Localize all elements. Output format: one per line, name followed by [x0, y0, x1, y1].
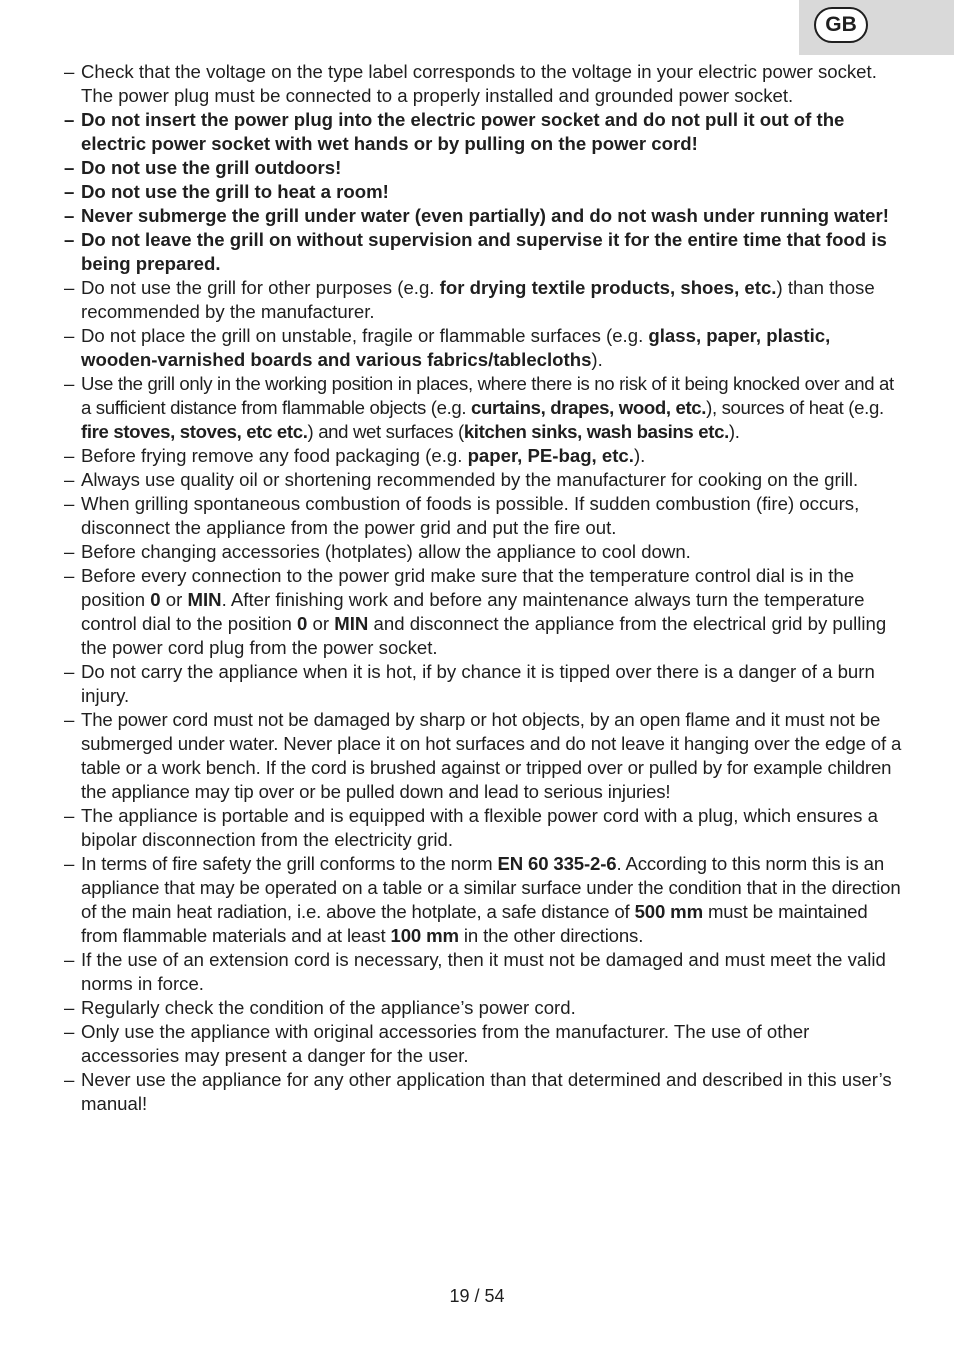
safety-instruction-item [64, 564, 904, 660]
emphasis-text: 500 mm [634, 901, 703, 922]
list-dash: – [64, 949, 75, 970]
safety-instruction-item [64, 804, 904, 852]
instruction-text: In terms of fire safety the grill conforms to the norm [81, 853, 498, 874]
safety-instruction-item [64, 108, 904, 156]
list-dash: – [64, 493, 75, 514]
instruction-text: Do not place the grill on unstable, fragile or flammable surfaces (e.g. [81, 325, 649, 346]
instruction-text: Do not insert the power plug into the electric power socket and do not pull it out of the electric power socket with wet hands or by pulling on the power cord! [81, 109, 845, 154]
instruction-text: ) and wet surfaces ( [307, 421, 464, 442]
emphasis-text: curtains, drapes, wood, etc. [471, 397, 707, 418]
list-dash: – [64, 565, 75, 586]
instruction-text: must be maintained from flammable materials and at least [81, 901, 868, 946]
instruction-text: Never use the appliance for any other application than that determined and described in this user’s manual! [81, 1069, 892, 1114]
safety-instruction-item [64, 492, 904, 540]
instruction-text: Regularly check the condition of the appliance’s power cord. [81, 997, 576, 1018]
safety-instruction-item [64, 468, 904, 492]
instruction-text: . According to this norm this is an appliance that may be operated on a table or a similar surface under the condition that in the direction of the main heat radiation, i.e. above the hotplate, a safe distance of [81, 853, 901, 922]
instruction-text: Do not carry the appliance when it is hot, if by chance it is tipped over there is a danger of a burn injury. [81, 661, 875, 706]
instruction-text: If the use of an extension cord is necessary, then it must not be damaged and must meet the valid norms in force. [81, 949, 886, 994]
instruction-text: Before every connection to the power grid make sure that the temperature control dial is in the position [81, 565, 855, 610]
instruction-text: or [160, 589, 188, 610]
safety-instruction-item [64, 324, 904, 372]
safety-instruction-item [64, 660, 904, 708]
instruction-text: ). [728, 421, 740, 442]
language-tab [799, 0, 954, 55]
emphasis-text: glass, paper, plastic, wooden-varnished boards and various fabrics/tablecloths [81, 325, 831, 370]
list-dash: – [64, 805, 75, 826]
safety-instructions-list [64, 60, 904, 1116]
instruction-text: Always use quality oil or shortening recommended by the manufacturer for cooking on the grill. [81, 469, 859, 490]
list-dash: – [64, 229, 75, 250]
list-dash: – [64, 541, 75, 562]
instruction-text: ) than those recommended by the manufacturer. [81, 277, 875, 322]
list-dash: – [64, 205, 75, 226]
instruction-text: Use the grill only in the working position in places, where there is no risk of it being knocked over and at a sufficient distance from flammable objects (e.g. [81, 373, 894, 418]
instruction-text: Before changing accessories (hotplates) allow the appliance to cool down. [81, 541, 691, 562]
list-dash: – [64, 277, 75, 298]
instruction-text: ), sources of heat (e.g. [706, 397, 884, 418]
emphasis-text: 0 [297, 613, 308, 634]
safety-instruction-item [64, 996, 904, 1020]
safety-instruction-item [64, 60, 904, 108]
safety-instruction-item [64, 180, 904, 204]
list-dash: – [64, 1069, 75, 1090]
instruction-text: ). [633, 445, 646, 466]
list-dash: – [64, 853, 75, 874]
safety-instruction-item [64, 276, 904, 324]
emphasis-text: paper, PE-bag, etc. [467, 445, 634, 466]
safety-instruction-item [64, 228, 904, 276]
instruction-text: in the other directions. [458, 925, 644, 946]
safety-instruction-item [64, 156, 904, 180]
emphasis-text: MIN [334, 613, 369, 634]
instruction-text: Before frying remove any food packaging (e.g. [81, 445, 468, 466]
emphasis-text: EN 60 335-2-6 [497, 853, 617, 874]
safety-instruction-item [64, 1020, 904, 1068]
list-dash: – [64, 157, 75, 178]
emphasis-text: 100 mm [390, 925, 459, 946]
instruction-text: Only use the appliance with original accessories from the manufacturer. The use of other accessories may present a danger for the user. [81, 1021, 810, 1066]
instruction-text: The power cord must not be damaged by sharp or hot objects, by an open flame and it must not be submerged under water. Never place it on hot surfaces and do not leave it hanging over the edge of a table or a work bench. If the cord is brushed against or tripped over or pulled by for example children the appliance may tip over or be pulled down and lead to serious injuries! [81, 709, 902, 802]
list-dash: – [64, 661, 75, 682]
safety-instruction-item [64, 852, 904, 948]
instruction-text: . After finishing work and before any maintenance always turn the temperature control dial to the position [81, 589, 865, 634]
safety-instruction-item [64, 1068, 904, 1116]
instruction-text: or [307, 613, 335, 634]
list-dash: – [64, 181, 75, 202]
instruction-text: Do not use the grill outdoors! [81, 157, 342, 178]
list-dash: – [64, 373, 74, 394]
instruction-text: Do not use the grill for other purposes (e.g. [81, 277, 440, 298]
instruction-text: Check that the voltage on the type label corresponds to the voltage in your electric power socket. The power plug must be connected to a properly installed and grounded power socket. [81, 61, 877, 106]
instruction-text: ). [591, 349, 603, 370]
instruction-text: Do not leave the grill on without supervision and supervise it for the entire time that food is being prepared. [81, 229, 887, 274]
list-dash: – [64, 109, 75, 130]
list-dash: – [64, 997, 75, 1018]
list-dash: – [64, 1021, 75, 1042]
safety-instruction-item [64, 372, 904, 444]
instruction-text: Do not use the grill to heat a room! [81, 181, 389, 202]
safety-instruction-item [64, 540, 904, 564]
emphasis-text: for drying textile products, shoes, etc. [439, 277, 777, 298]
list-dash: – [64, 61, 75, 82]
list-dash: – [64, 709, 75, 730]
language-badge: GB [814, 7, 868, 43]
safety-instruction-item [64, 948, 904, 996]
list-dash: – [64, 325, 75, 346]
instruction-text: and disconnect the appliance from the electrical grid by pulling the power cord plug from the power socket. [81, 613, 887, 658]
instruction-text: The appliance is portable and is equipped with a flexible power cord with a plug, which ensures a bipolar disconnection from the electricity grid. [81, 805, 878, 850]
instruction-text: When grilling spontaneous combustion of foods is possible. If sudden combustion (fire) occurs, disconnect the appliance from the power grid and put the fire out. [81, 493, 860, 538]
emphasis-text: fire stoves, stoves, etc etc. [81, 421, 308, 442]
list-dash: – [64, 469, 75, 490]
list-dash: – [64, 445, 75, 466]
emphasis-text: MIN [187, 589, 222, 610]
safety-instruction-item [64, 204, 904, 228]
emphasis-text: 0 [150, 589, 161, 610]
page-number: 19 / 54 [449, 1286, 505, 1306]
emphasis-text: kitchen sinks, wash basins etc. [463, 421, 729, 442]
safety-instruction-item [64, 444, 904, 468]
safety-instruction-item [64, 708, 904, 804]
instruction-text: Never submerge the grill under water (even partially) and do not wash under running water! [81, 205, 889, 226]
